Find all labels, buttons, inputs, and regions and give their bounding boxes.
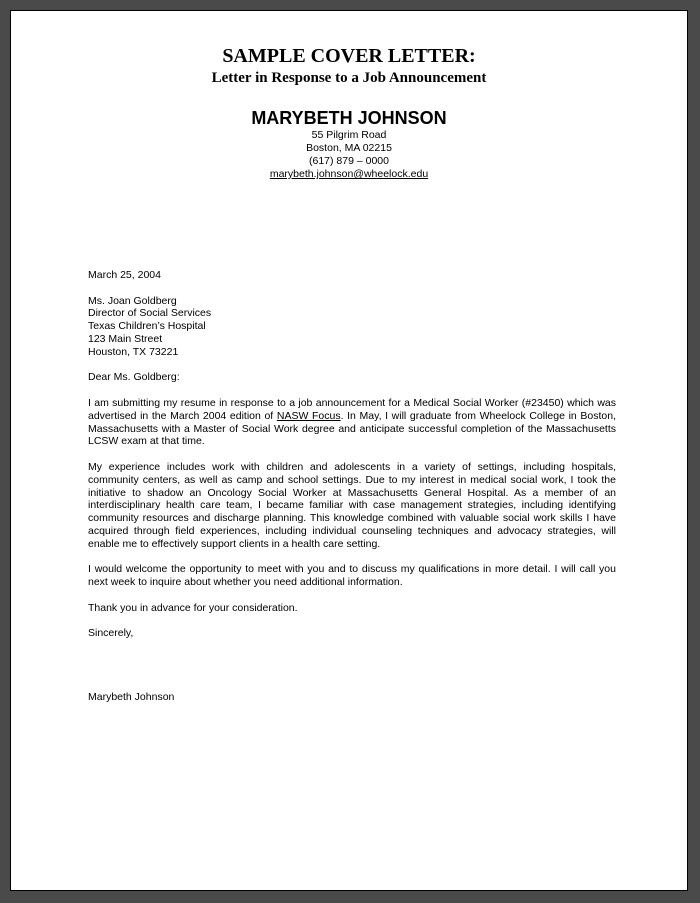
letter-date: March 25, 2004	[88, 269, 161, 281]
recipient-city-state-zip: Houston, TX 73221	[88, 345, 179, 358]
sender-address-block	[11, 129, 687, 181]
sender-name: MARYBETH JOHNSON	[251, 108, 447, 128]
salutation: Dear Ms. Goldberg:	[88, 371, 180, 384]
document-title: SAMPLE COVER LETTER:	[222, 45, 476, 67]
recipient-name: Ms. Joan Goldberg	[88, 294, 177, 307]
sender-street: 55 Pilgrim Road	[311, 129, 387, 141]
paragraph-introduction	[88, 397, 616, 448]
recipient-title: Director of Social Services	[88, 307, 212, 320]
recipient-street: 123 Main Street	[88, 332, 163, 345]
signature-name: Marybeth Johnson	[88, 690, 175, 703]
paragraph-thanks: Thank you in advance for your consideration.	[88, 601, 298, 614]
document-subtitle: Letter in Response to a Job Announcement	[211, 70, 487, 86]
letter-page	[10, 10, 688, 891]
paragraph-follow-up: I would welcome the opportunity to meet with you and to discuss my qualifications in more detail. I will call you next week to inquire about whether you need additional information.	[88, 563, 616, 589]
paragraph-introduction-part1: I am submitting my resume in response to a job announcement for a Medical Social Worker (#23450) which was advertised in the March 2004 edition of	[88, 396, 616, 422]
closing: Sincerely,	[88, 627, 134, 640]
recipient-organization: Texas Children’s Hospital	[88, 320, 206, 333]
sender-phone: (617) 879 – 0000	[309, 155, 389, 167]
publication-name: NASW Focus	[276, 409, 341, 422]
sender-email-link[interactable]: marybeth.johnson@wheelock.edu	[269, 168, 429, 180]
signature-space	[88, 653, 616, 691]
letter-body	[88, 269, 616, 717]
paragraph-experience: My experience includes work with children and adolescents in a variety of settings, including hospitals, community centers, as well as camp and school settings. Due to my interest in medical social work, I took the initiative to shadow an Oncology Social Worker at Massachusetts General Hospital. As a member of an interdisciplinary health care team, I became familiar with case management strategies, including identifying community resources and discharge planning. This knowledge combined with valuable social work skills I have acquired through field experiences, including individual counseling techniques and advocacy strategies, will enable me to effectively support clients in a health care setting.	[88, 460, 616, 550]
sender-city-state-zip: Boston, MA 02215	[306, 142, 392, 154]
paragraph-introduction-part2: . In May, I will graduate from Wheelock College in Boston, Massachusetts with a Master of Social Work degree and anticipate successful completion of the Massachusetts LCSW exam at that time.	[88, 409, 616, 448]
recipient-address-block	[88, 295, 616, 359]
